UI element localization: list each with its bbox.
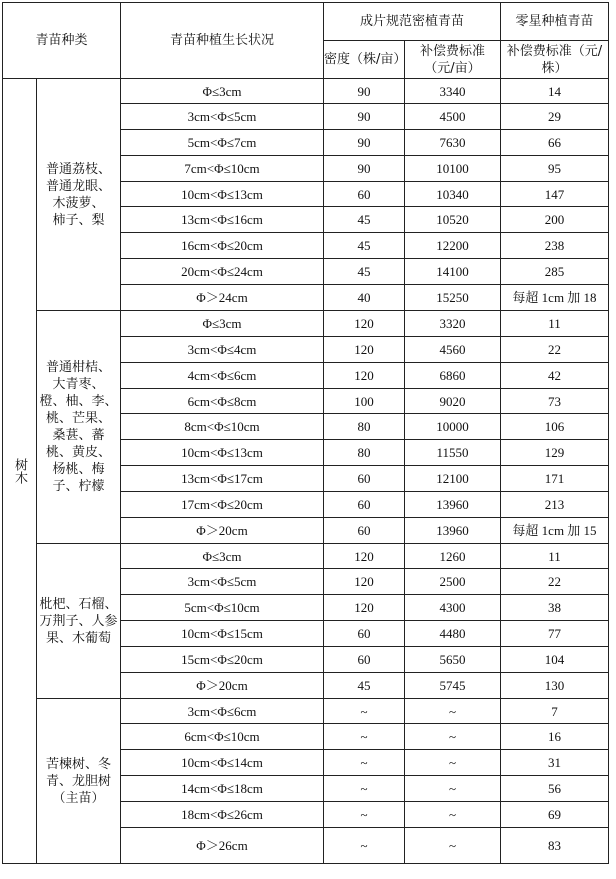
table-row	[3, 699, 609, 724]
growth-status-cell: 10cm<Φ≤13cm	[121, 440, 324, 466]
growth-status-cell: Φ≤3cm	[121, 311, 324, 337]
category-line: 果、木葡萄	[45, 630, 111, 646]
standard-per-plant-cell: 147	[501, 182, 609, 207]
standard-per-mu-cell: 4300	[405, 595, 501, 621]
header-scattered-planting: 零星种植青苗	[501, 3, 609, 41]
standard-per-mu-cell: 10520	[405, 207, 501, 233]
standard-per-mu-cell: 4560	[405, 337, 501, 363]
standard-per-plant-cell: 42	[501, 363, 609, 389]
standard-per-mu-cell: 3320	[405, 311, 501, 337]
category-line: （主苗）	[52, 790, 105, 806]
growth-status-cell: 8cm<Φ≤10cm	[121, 414, 324, 440]
header-dense-planting: 成片规范密植青苗	[324, 3, 501, 41]
density-cell: 45	[324, 673, 405, 699]
density-cell: 40	[324, 285, 405, 311]
standard-per-plant-cell: 16	[501, 724, 609, 750]
header-standard-per-mu: 补偿费标准（元/亩）	[405, 41, 501, 79]
density-cell: 90	[324, 104, 405, 130]
density-cell: 60	[324, 182, 405, 207]
header-standard-per-plant: 补偿费标准（元/株）	[501, 41, 609, 79]
standard-per-plant-cell: 22	[501, 337, 609, 363]
density-cell: 80	[324, 440, 405, 466]
standard-per-plant-cell: 83	[501, 828, 609, 864]
density-cell: ~	[324, 750, 405, 776]
density-cell: 90	[324, 156, 405, 182]
growth-status-cell: 7cm<Φ≤10cm	[121, 156, 324, 182]
density-cell: 60	[324, 621, 405, 647]
tree-category-label	[3, 79, 37, 864]
seedling-category	[37, 311, 121, 544]
growth-status-cell: 6cm<Φ≤8cm	[121, 389, 324, 414]
standard-per-mu-cell: 9020	[405, 389, 501, 414]
standard-per-mu-cell: ~	[405, 802, 501, 828]
standard-per-plant-cell: 129	[501, 440, 609, 466]
growth-status-cell: 3cm<Φ≤5cm	[121, 569, 324, 595]
growth-status-cell: 15cm<Φ≤20cm	[121, 647, 324, 673]
seedling-category	[37, 544, 121, 699]
standard-per-mu-cell: 13960	[405, 492, 501, 518]
standard-per-plant-cell: 14	[501, 79, 609, 104]
standard-per-plant-cell: 106	[501, 414, 609, 440]
growth-status-cell: 13cm<Φ≤16cm	[121, 207, 324, 233]
growth-status-cell: 10cm<Φ≤15cm	[121, 621, 324, 647]
growth-status-cell: Φ＞20cm	[121, 518, 324, 544]
standard-per-plant-cell: 69	[501, 802, 609, 828]
standard-per-plant-cell: 每超 1cm 加 18	[501, 285, 609, 311]
growth-status-cell: 5cm<Φ≤7cm	[121, 130, 324, 156]
standard-per-mu-cell: 6860	[405, 363, 501, 389]
standard-per-mu-cell: 10000	[405, 414, 501, 440]
density-cell: 100	[324, 389, 405, 414]
growth-status-cell: Φ＞20cm	[121, 673, 324, 699]
standard-per-mu-cell: ~	[405, 828, 501, 864]
standard-per-plant-cell: 130	[501, 673, 609, 699]
growth-status-cell: 6cm<Φ≤10cm	[121, 724, 324, 750]
header-density: 密度（株/亩）	[324, 41, 405, 79]
tree-label-text: 树木	[12, 458, 27, 484]
standard-per-mu-cell: 10340	[405, 182, 501, 207]
growth-status-cell: 13cm<Φ≤17cm	[121, 466, 324, 492]
density-cell: 60	[324, 466, 405, 492]
standard-per-plant-cell: 95	[501, 156, 609, 182]
density-cell: 45	[324, 233, 405, 259]
standard-per-plant-cell: 11	[501, 544, 609, 569]
seedling-category	[37, 699, 121, 864]
density-cell: 120	[324, 363, 405, 389]
standard-per-plant-cell: 171	[501, 466, 609, 492]
density-cell: 60	[324, 492, 405, 518]
standard-per-plant-cell: 每超 1cm 加 15	[501, 518, 609, 544]
standard-per-mu-cell: ~	[405, 776, 501, 802]
category-line: 普通荔枝、	[45, 161, 111, 177]
category-line: 子、柠檬	[52, 479, 105, 494]
growth-status-cell: 3cm<Φ≤5cm	[121, 104, 324, 130]
standard-per-mu-cell: 4500	[405, 104, 501, 130]
density-cell: 60	[324, 647, 405, 673]
table-body	[3, 79, 609, 864]
density-cell: ~	[324, 776, 405, 802]
standard-per-plant-cell: 104	[501, 647, 609, 673]
growth-status-cell: 20cm<Φ≤24cm	[121, 259, 324, 285]
standard-per-mu-cell: ~	[405, 699, 501, 724]
category-line: 大青枣、	[52, 377, 105, 392]
growth-status-cell: Φ＞26cm	[121, 828, 324, 864]
standard-per-plant-cell: 31	[501, 750, 609, 776]
category-line: 杨桃、梅	[52, 462, 105, 477]
density-cell: 45	[324, 259, 405, 285]
density-cell: 120	[324, 337, 405, 363]
standard-per-mu-cell: 13960	[405, 518, 501, 544]
density-cell: ~	[324, 724, 405, 750]
standard-per-plant-cell: 22	[501, 569, 609, 595]
density-cell: 90	[324, 79, 405, 104]
table-row	[3, 311, 609, 337]
density-cell: 120	[324, 595, 405, 621]
category-line: 苦楝树、冬	[45, 756, 111, 772]
standard-per-mu-cell: ~	[405, 724, 501, 750]
standard-per-mu-cell: 7630	[405, 130, 501, 156]
standard-per-mu-cell: 3340	[405, 79, 501, 104]
standard-per-mu-cell: 15250	[405, 285, 501, 311]
standard-per-mu-cell: 14100	[405, 259, 501, 285]
category-line: 青、龙胆树	[45, 773, 111, 789]
standard-per-plant-cell: 56	[501, 776, 609, 802]
density-cell: 45	[324, 207, 405, 233]
table-row	[3, 544, 609, 569]
standard-per-mu-cell: ~	[405, 750, 501, 776]
growth-status-cell: Φ＞24cm	[121, 285, 324, 311]
growth-status-cell: 17cm<Φ≤20cm	[121, 492, 324, 518]
category-line: 万荆子、人参	[39, 613, 118, 629]
standard-per-plant-cell: 38	[501, 595, 609, 621]
density-cell: 60	[324, 518, 405, 544]
standard-per-plant-cell: 200	[501, 207, 609, 233]
growth-status-cell: 3cm<Φ≤6cm	[121, 699, 324, 724]
density-cell: 120	[324, 569, 405, 595]
header-seedling-type: 青苗种类	[3, 3, 121, 79]
standard-per-plant-cell: 11	[501, 311, 609, 337]
standard-per-plant-cell: 285	[501, 259, 609, 285]
standard-per-mu-cell: 11550	[405, 440, 501, 466]
standard-per-mu-cell: 2500	[405, 569, 501, 595]
density-cell: 120	[324, 544, 405, 569]
standard-per-plant-cell: 29	[501, 104, 609, 130]
density-cell: ~	[324, 699, 405, 724]
density-cell: ~	[324, 828, 405, 864]
growth-status-cell: Φ≤3cm	[121, 544, 324, 569]
compensation-table	[2, 2, 609, 864]
category-line: 桑葚、蕃	[52, 428, 105, 443]
table-row	[3, 79, 609, 104]
growth-status-cell: 4cm<Φ≤6cm	[121, 363, 324, 389]
growth-status-cell: 14cm<Φ≤18cm	[121, 776, 324, 802]
growth-status-cell: 5cm<Φ≤10cm	[121, 595, 324, 621]
growth-status-cell: 16cm<Φ≤20cm	[121, 233, 324, 259]
standard-per-mu-cell: 4480	[405, 621, 501, 647]
standard-per-mu-cell: 12100	[405, 466, 501, 492]
growth-status-cell: 10cm<Φ≤13cm	[121, 182, 324, 207]
category-line: 橙、柚、李、	[39, 394, 118, 409]
standard-per-plant-cell: 73	[501, 389, 609, 414]
header-growth-status: 青苗种植生长状况	[121, 3, 324, 79]
standard-per-mu-cell: 1260	[405, 544, 501, 569]
standard-per-mu-cell: 5650	[405, 647, 501, 673]
growth-status-cell: Φ≤3cm	[121, 79, 324, 104]
density-cell: 90	[324, 130, 405, 156]
growth-status-cell: 18cm<Φ≤26cm	[121, 802, 324, 828]
standard-per-mu-cell: 10100	[405, 156, 501, 182]
category-line: 木菠萝、	[52, 195, 105, 211]
category-line: 普通龙眼、	[45, 178, 111, 194]
standard-per-plant-cell: 77	[501, 621, 609, 647]
growth-status-cell: 10cm<Φ≤14cm	[121, 750, 324, 776]
density-cell: ~	[324, 802, 405, 828]
standard-per-mu-cell: 5745	[405, 673, 501, 699]
category-line: 桃、芒果、	[45, 411, 111, 426]
density-cell: 80	[324, 414, 405, 440]
category-line: 桃、黄皮、	[45, 445, 111, 460]
seedling-category	[37, 79, 121, 311]
standard-per-plant-cell: 213	[501, 492, 609, 518]
standard-per-mu-cell: 12200	[405, 233, 501, 259]
category-line: 枇杷、石榴、	[39, 596, 118, 612]
category-line: 柿子、梨	[52, 212, 105, 228]
category-line: 普通柑桔、	[45, 360, 111, 375]
standard-per-plant-cell: 7	[501, 699, 609, 724]
standard-per-plant-cell: 238	[501, 233, 609, 259]
density-cell: 120	[324, 311, 405, 337]
growth-status-cell: 3cm<Φ≤4cm	[121, 337, 324, 363]
standard-per-plant-cell: 66	[501, 130, 609, 156]
